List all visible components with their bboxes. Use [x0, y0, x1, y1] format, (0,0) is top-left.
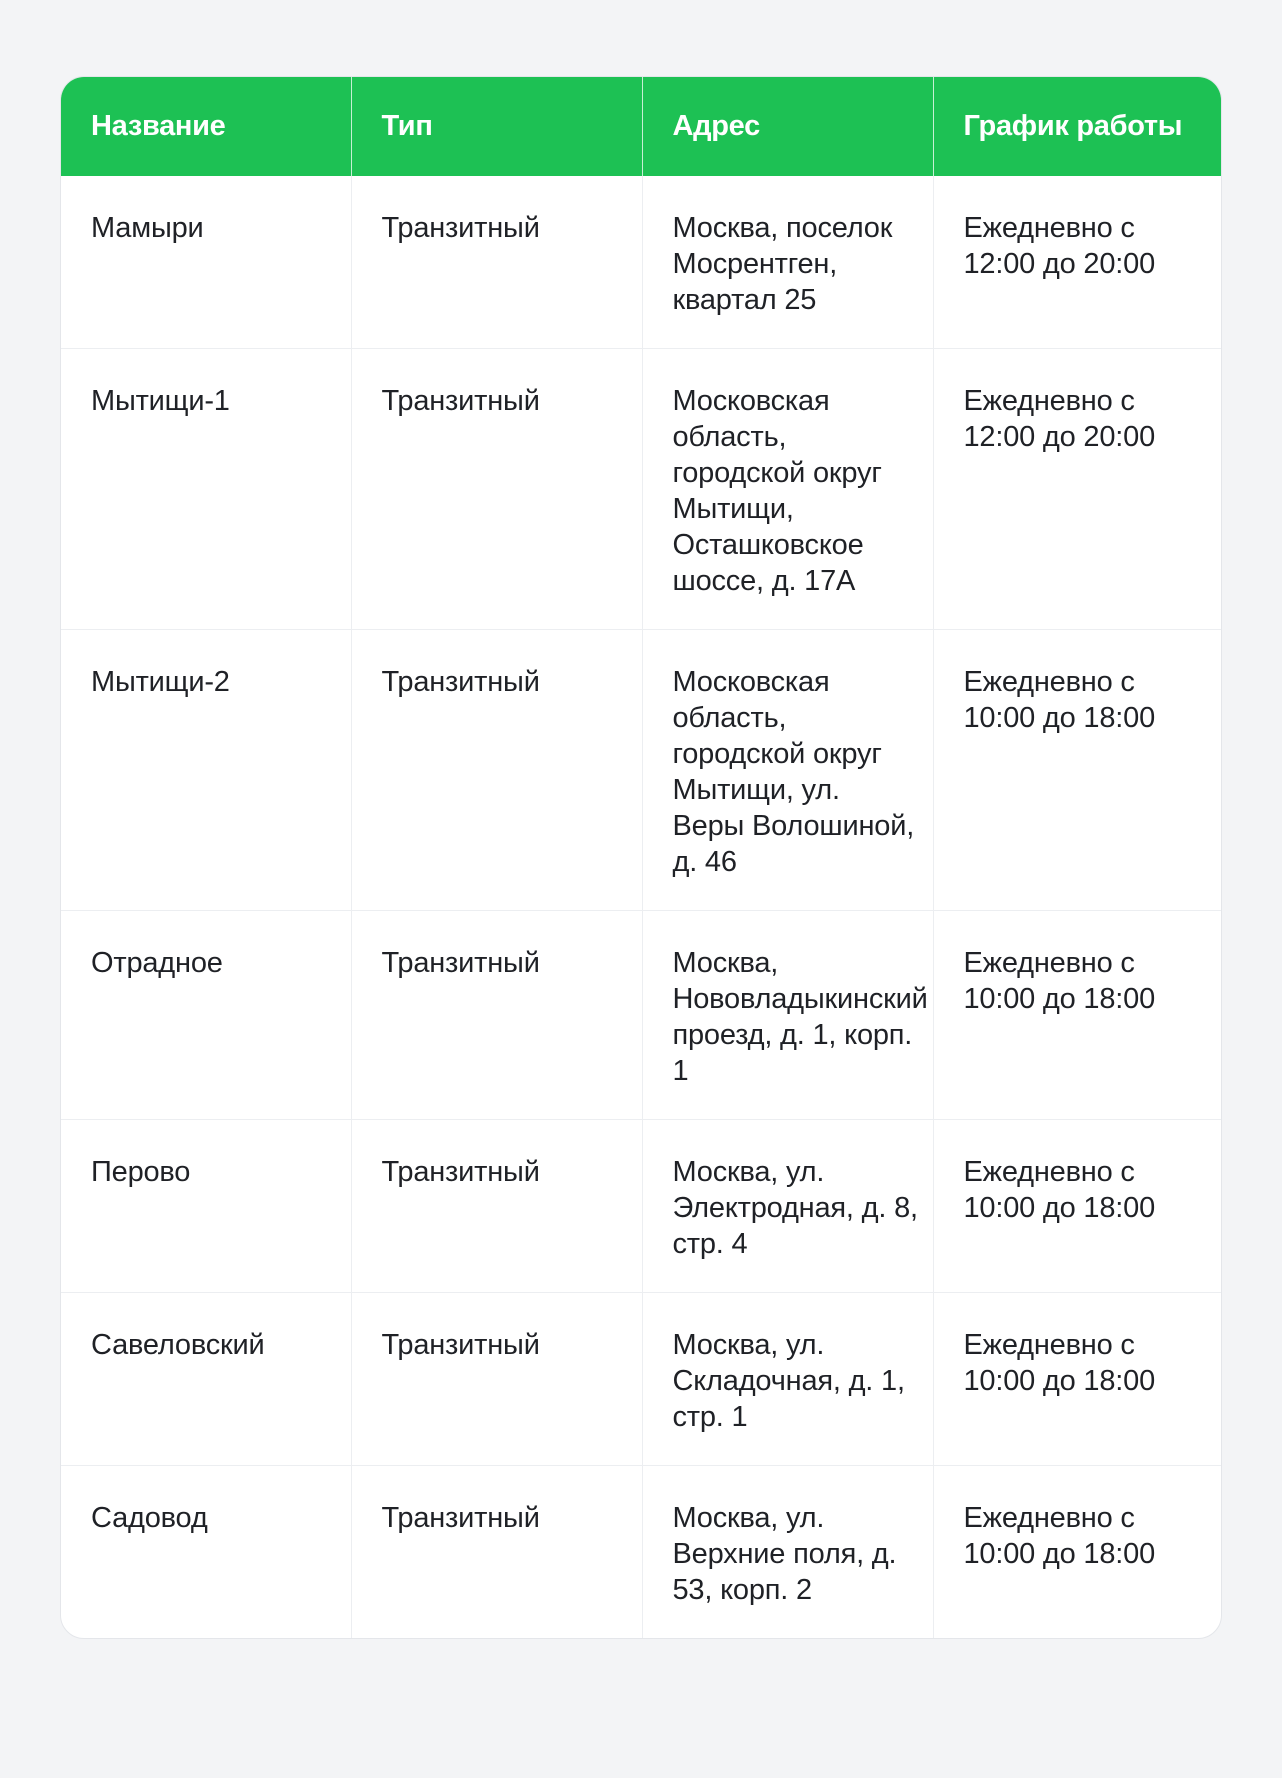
cell-schedule: Ежедневно с 12:00 до 20:00 — [933, 349, 1222, 630]
pickup-points-table-card — [60, 76, 1222, 1639]
cell-schedule: Ежедневно с 10:00 до 18:00 — [933, 1120, 1222, 1293]
cell-type: Транзитный — [351, 1120, 642, 1293]
cell-name: Садовод — [61, 1466, 351, 1639]
column-header-type: Тип — [351, 77, 642, 176]
cell-schedule: Ежедневно с 10:00 до 18:00 — [933, 630, 1222, 911]
cell-schedule: Ежедневно с 10:00 до 18:00 — [933, 1293, 1222, 1466]
cell-name: Отрадное — [61, 911, 351, 1120]
cell-type: Транзитный — [351, 911, 642, 1120]
cell-address: Москва, Нововладыкинский проезд, д. 1, корп. 1 — [642, 911, 933, 1120]
table-body — [61, 176, 1222, 1638]
cell-address: Москва, ул. Складочная, д. 1, стр. 1 — [642, 1293, 933, 1466]
cell-name: Мытищи-2 — [61, 630, 351, 911]
column-header-address: Адрес — [642, 77, 933, 176]
column-header-schedule: График работы — [933, 77, 1222, 176]
table-header-row — [61, 77, 1222, 176]
cell-address: Московская область, городской округ Мытищи, ул. Веры Волошиной, д. 46 — [642, 630, 933, 911]
column-header-name: Название — [91, 110, 226, 142]
table-row — [61, 630, 1222, 911]
cell-address: Московская область, городской округ Мытищи, Осташковское шоссе, д. 17А — [642, 349, 933, 630]
cell-name: Мытищи-1 — [61, 349, 351, 630]
table-row — [61, 1120, 1222, 1293]
table-row — [61, 349, 1222, 630]
table-row — [61, 1293, 1222, 1466]
cell-type: Транзитный — [351, 1293, 642, 1466]
cell-type: Транзитный — [351, 1466, 642, 1639]
table-row — [61, 1466, 1222, 1639]
pickup-points-table — [61, 77, 1222, 1638]
cell-schedule: Ежедневно с 10:00 до 18:00 — [933, 911, 1222, 1120]
cell-name: Мамыри — [91, 212, 204, 244]
cell-schedule: Ежедневно с 10:00 до 18:00 — [933, 1466, 1222, 1639]
cell-address: Москва, поселок Мосрентген, квартал 25 — [642, 176, 933, 349]
cell-type: Транзитный — [351, 349, 642, 630]
table-row — [61, 176, 1222, 349]
cell-schedule: Ежедневно с 12:00 до 20:00 — [933, 176, 1222, 349]
cell-name: Савеловский — [61, 1293, 351, 1466]
cell-address: Москва, ул. Верхние поля, д. 53, корп. 2 — [642, 1466, 933, 1639]
cell-address: Москва, ул. Электродная, д. 8, стр. 4 — [642, 1120, 933, 1293]
table-header — [61, 77, 1222, 176]
cell-type: Транзитный — [351, 176, 642, 349]
cell-name: Перово — [61, 1120, 351, 1293]
table-row — [61, 911, 1222, 1120]
cell-type: Транзитный — [351, 630, 642, 911]
